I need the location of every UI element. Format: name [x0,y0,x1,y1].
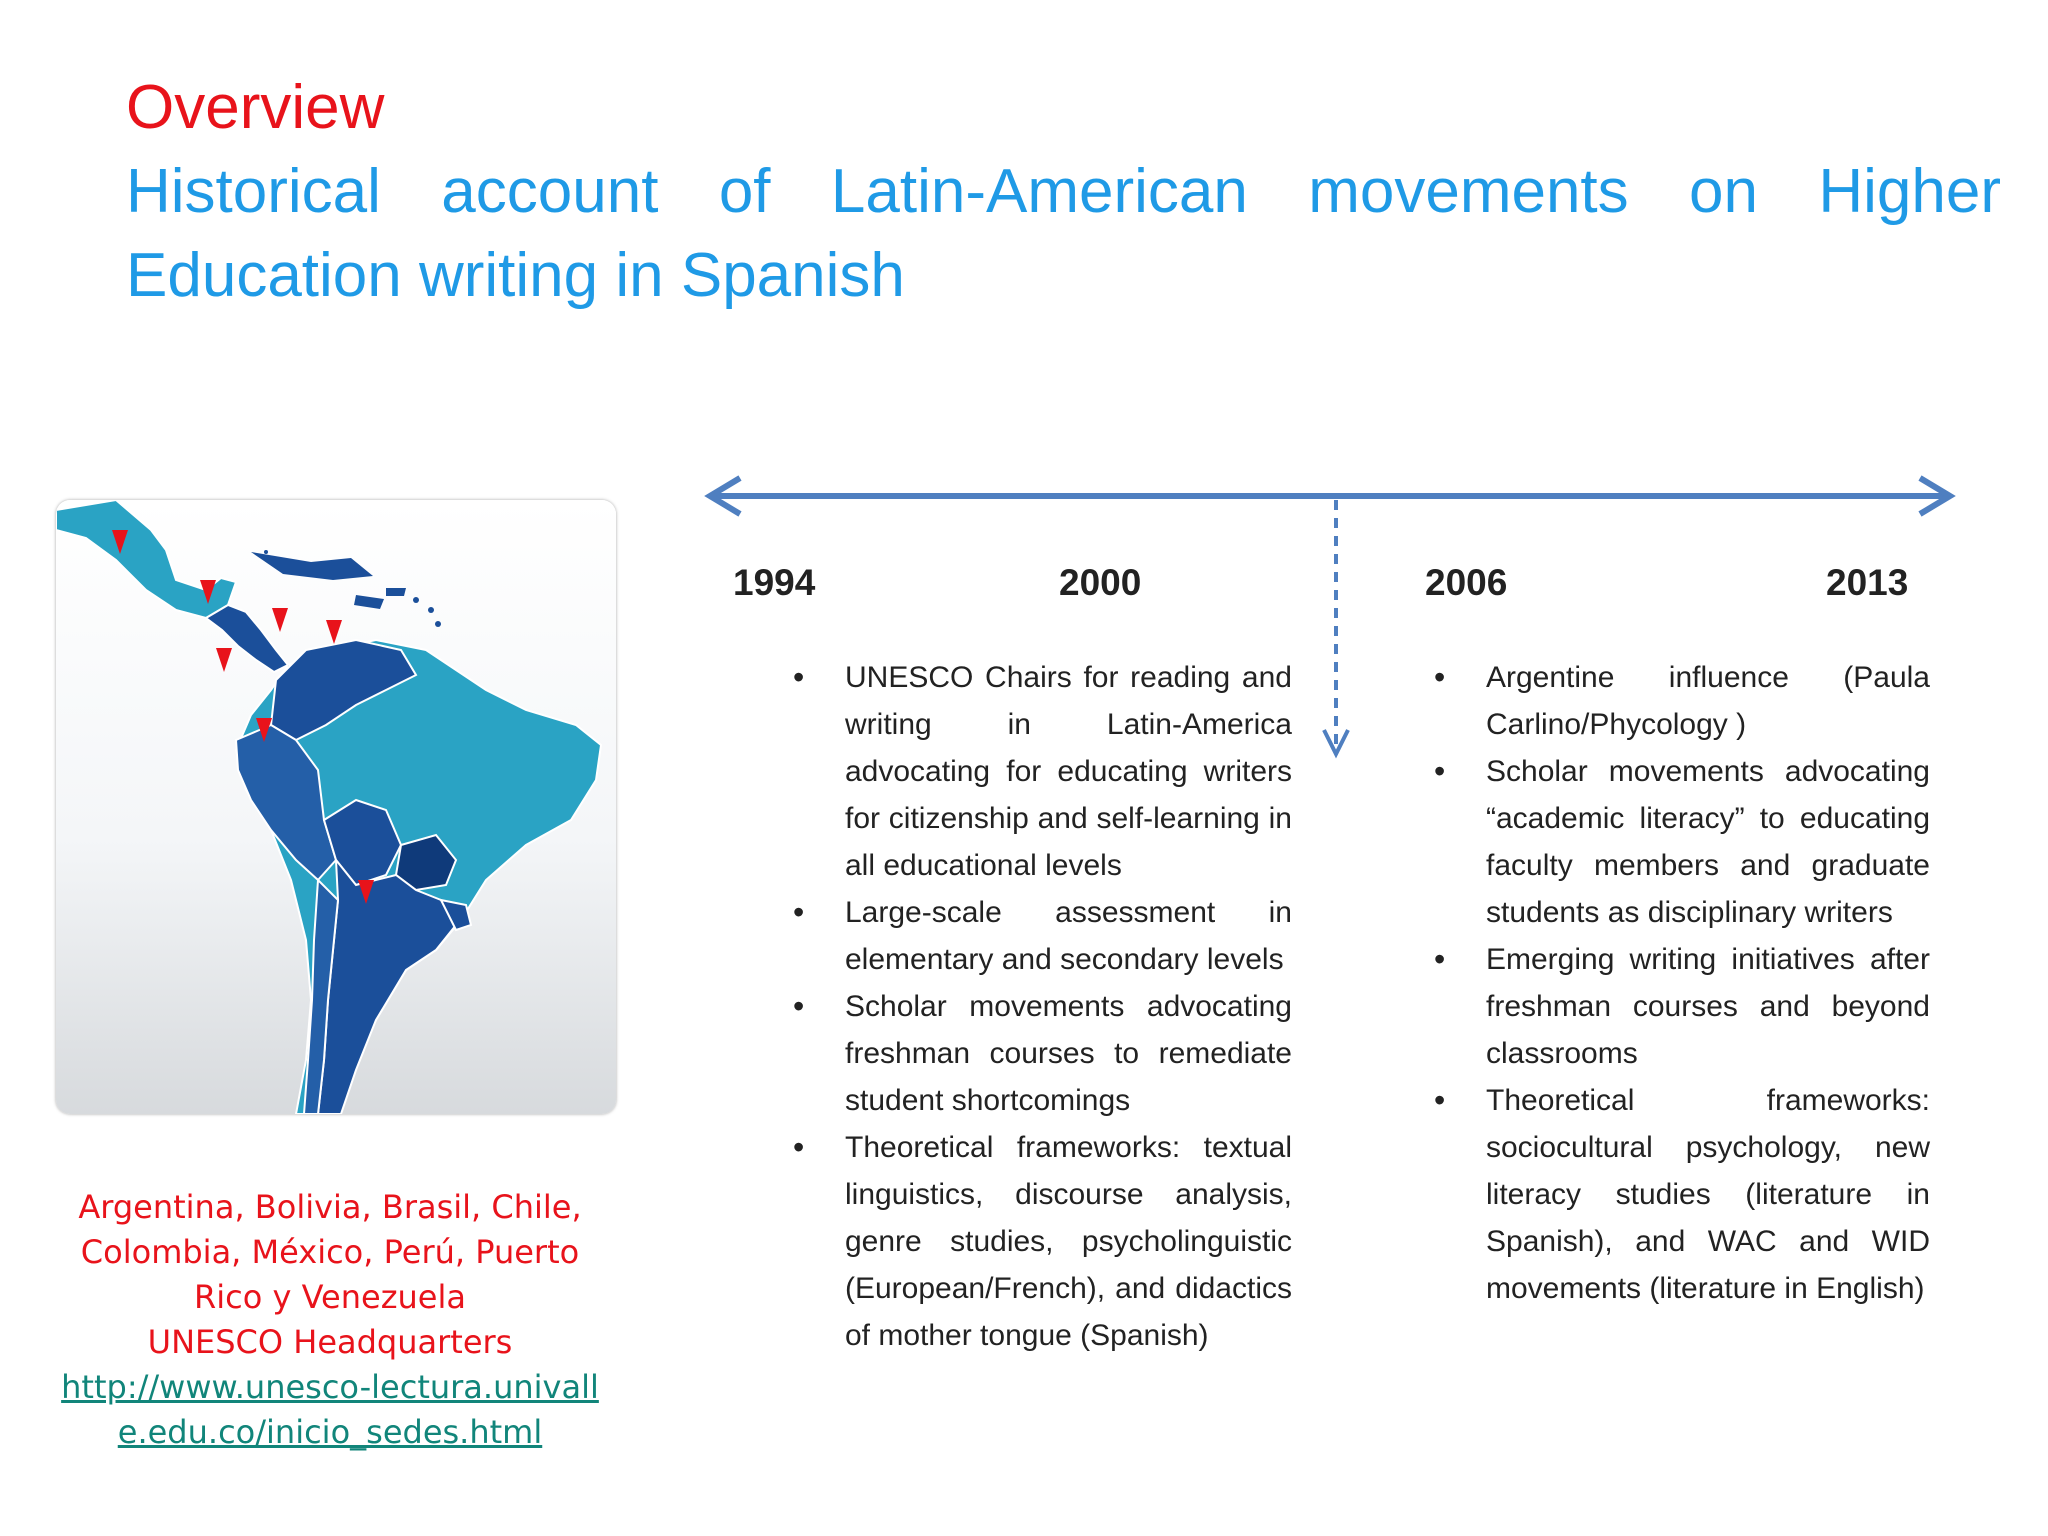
list-item: • Scholar movements advocating freshman courses to remediate student shortcomings [845,983,1292,1124]
marker-venezuela [326,620,342,644]
countries-list: Argentina, Bolivia, Brasil, Chile, Colombia, México, Perú, Puerto Rico y Venezuela [78,1188,582,1316]
period-1994-2006-list [845,654,1292,1359]
map-illustration [56,500,616,1114]
period-2006-2013-list [1486,654,1930,1312]
latin-america-map [56,500,616,1114]
year-2006: 2006 [1425,562,1508,603]
caribbean-island [386,588,406,596]
overview-heading: Overview [126,73,385,142]
list-item: • UNESCO Chairs for reading and writing in Latin-America advocating for educating writers for citizenship and self-learning in all educational levels [845,654,1292,889]
year-2013: 2013 [1826,562,1909,603]
marker-puerto-rico [272,608,288,632]
list-item: • Emerging writing initiatives after freshman courses and beyond classrooms [1486,936,1930,1077]
caribbean-island [354,595,384,609]
list-item: • Large-scale assessment in elementary and secondary levels [845,889,1292,983]
list-item: • Theoretical frameworks: textual linguistics, discourse analysis, genre studies, psycholinguistic (European/French), and didactics of mother tongue (Spanish) [845,1124,1292,1359]
year-2000: 2000 [1059,562,1142,603]
headquarters-label: UNESCO Headquarters [147,1323,513,1361]
map-caption [50,1185,610,1455]
year-1994: 1994 [733,562,816,603]
caribbean-island [251,552,373,580]
list-item: • Argentine influence (Paula Carlino/Phycology ) [1486,654,1930,748]
list-item: • Scholar movements advocating “academic literacy” to educating faculty members and graduate students as disciplinary writers [1486,748,1930,936]
unesco-headquarters-link[interactable]: http://www.unesco-lectura.univalle.edu.co/inicio_sedes.html [61,1368,599,1451]
list-item: • Theoretical frameworks: sociocultural psychology, new literacy studies (literature in Spanish), and WAC and WID movements (literature in English) [1486,1077,1930,1312]
slide-title: Historical account of Latin-American movements on Higher Education writing in Spanish [126,157,2001,310]
map-country-argentina [318,860,456,1114]
marker-colombia [216,648,232,672]
